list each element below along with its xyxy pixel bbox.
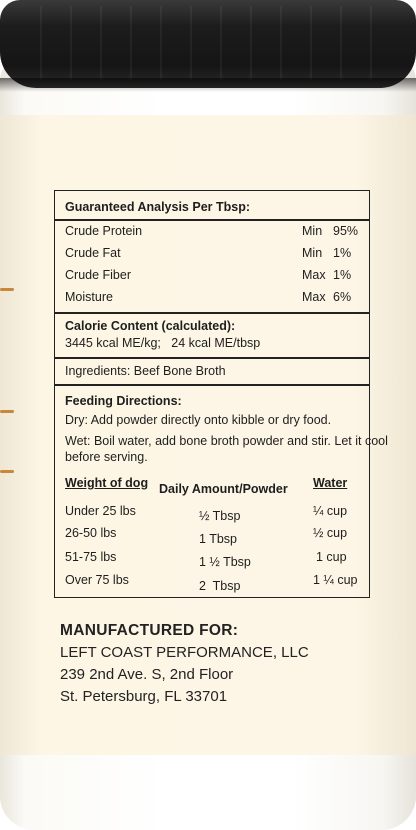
table-header-amount: Daily Amount/Powder xyxy=(159,482,288,496)
feeding-wet-instructions: Wet: Boil water, add bone broth powder and stir. Let it cool xyxy=(65,434,388,448)
analysis-row xyxy=(65,224,359,240)
manufacturer-address: 239 2nd Ave. S, 2nd Floor xyxy=(60,666,234,683)
analysis-qualifier: Min xyxy=(302,246,323,260)
analysis-name: Crude Fat xyxy=(65,246,121,260)
guaranteed-analysis-title: Guaranteed Analysis Per Tbsp: xyxy=(65,200,251,214)
feeding-directions-title: Feeding Directions: xyxy=(65,394,182,408)
table-cell-amount: 1 Tbsp xyxy=(199,532,237,546)
calorie-content-title: Calorie Content (calculated): xyxy=(65,319,236,333)
nutrition-panel xyxy=(54,190,388,598)
analysis-row xyxy=(65,246,359,262)
table-cell-water: ½ cup xyxy=(313,526,348,540)
analysis-qualifier: Max xyxy=(302,268,326,282)
analysis-value: 1% xyxy=(333,268,352,282)
analysis-qualifier: Min xyxy=(302,224,323,238)
divider xyxy=(55,219,369,221)
analysis-name: Crude Protein xyxy=(65,224,143,238)
table-cell-amount: 2 Tbsp xyxy=(199,579,241,593)
manufacturer-title: MANUFACTURED FOR: xyxy=(60,622,239,639)
analysis-name: Crude Fiber xyxy=(65,268,131,282)
table-cell-amount: 1 ½ Tbsp xyxy=(199,555,251,569)
label-accent-mark xyxy=(0,288,14,291)
label-accent-mark xyxy=(0,410,14,413)
calorie-content-value: 3445 kcal ME/kg; 24 kcal ME/tbsp xyxy=(65,336,261,350)
feeding-dry-instructions: Dry: Add powder directly onto kibble or dry food. xyxy=(65,413,332,427)
table-header-weight: Weight of dog xyxy=(65,476,149,490)
table-cell-amount: ½ Tbsp xyxy=(199,509,241,523)
manufacturer-block xyxy=(60,620,309,708)
ingredients-line: Ingredients: Beef Bone Broth xyxy=(65,364,226,378)
analysis-name: Moisture xyxy=(65,290,113,304)
analysis-row xyxy=(65,290,359,306)
table-cell-weight: 51-75 lbs xyxy=(65,550,117,564)
divider xyxy=(55,384,369,386)
analysis-value: 1% xyxy=(333,246,352,260)
label-accent-mark xyxy=(0,470,14,473)
analysis-row xyxy=(65,268,359,284)
manufacturer-city: St. Petersburg, FL 33701 xyxy=(60,688,228,705)
table-cell-water: 1 ¼ cup xyxy=(313,573,358,587)
table-header-water: Water xyxy=(313,476,348,490)
divider xyxy=(55,312,369,314)
analysis-value: 95% xyxy=(333,224,359,238)
table-cell-weight: Under 25 lbs xyxy=(65,504,136,518)
analysis-value: 6% xyxy=(333,290,352,304)
feeding-wet-instructions-cont: before serving. xyxy=(65,450,148,464)
jar-lid xyxy=(0,0,416,88)
table-cell-weight: 26-50 lbs xyxy=(65,526,117,540)
analysis-qualifier: Max xyxy=(302,290,326,304)
table-cell-water: ¼ cup xyxy=(313,504,348,518)
table-cell-water: 1 cup xyxy=(316,550,347,564)
table-cell-weight: Over 75 lbs xyxy=(65,573,129,587)
manufacturer-name: LEFT COAST PERFORMANCE, LLC xyxy=(60,644,309,661)
divider xyxy=(55,357,369,359)
